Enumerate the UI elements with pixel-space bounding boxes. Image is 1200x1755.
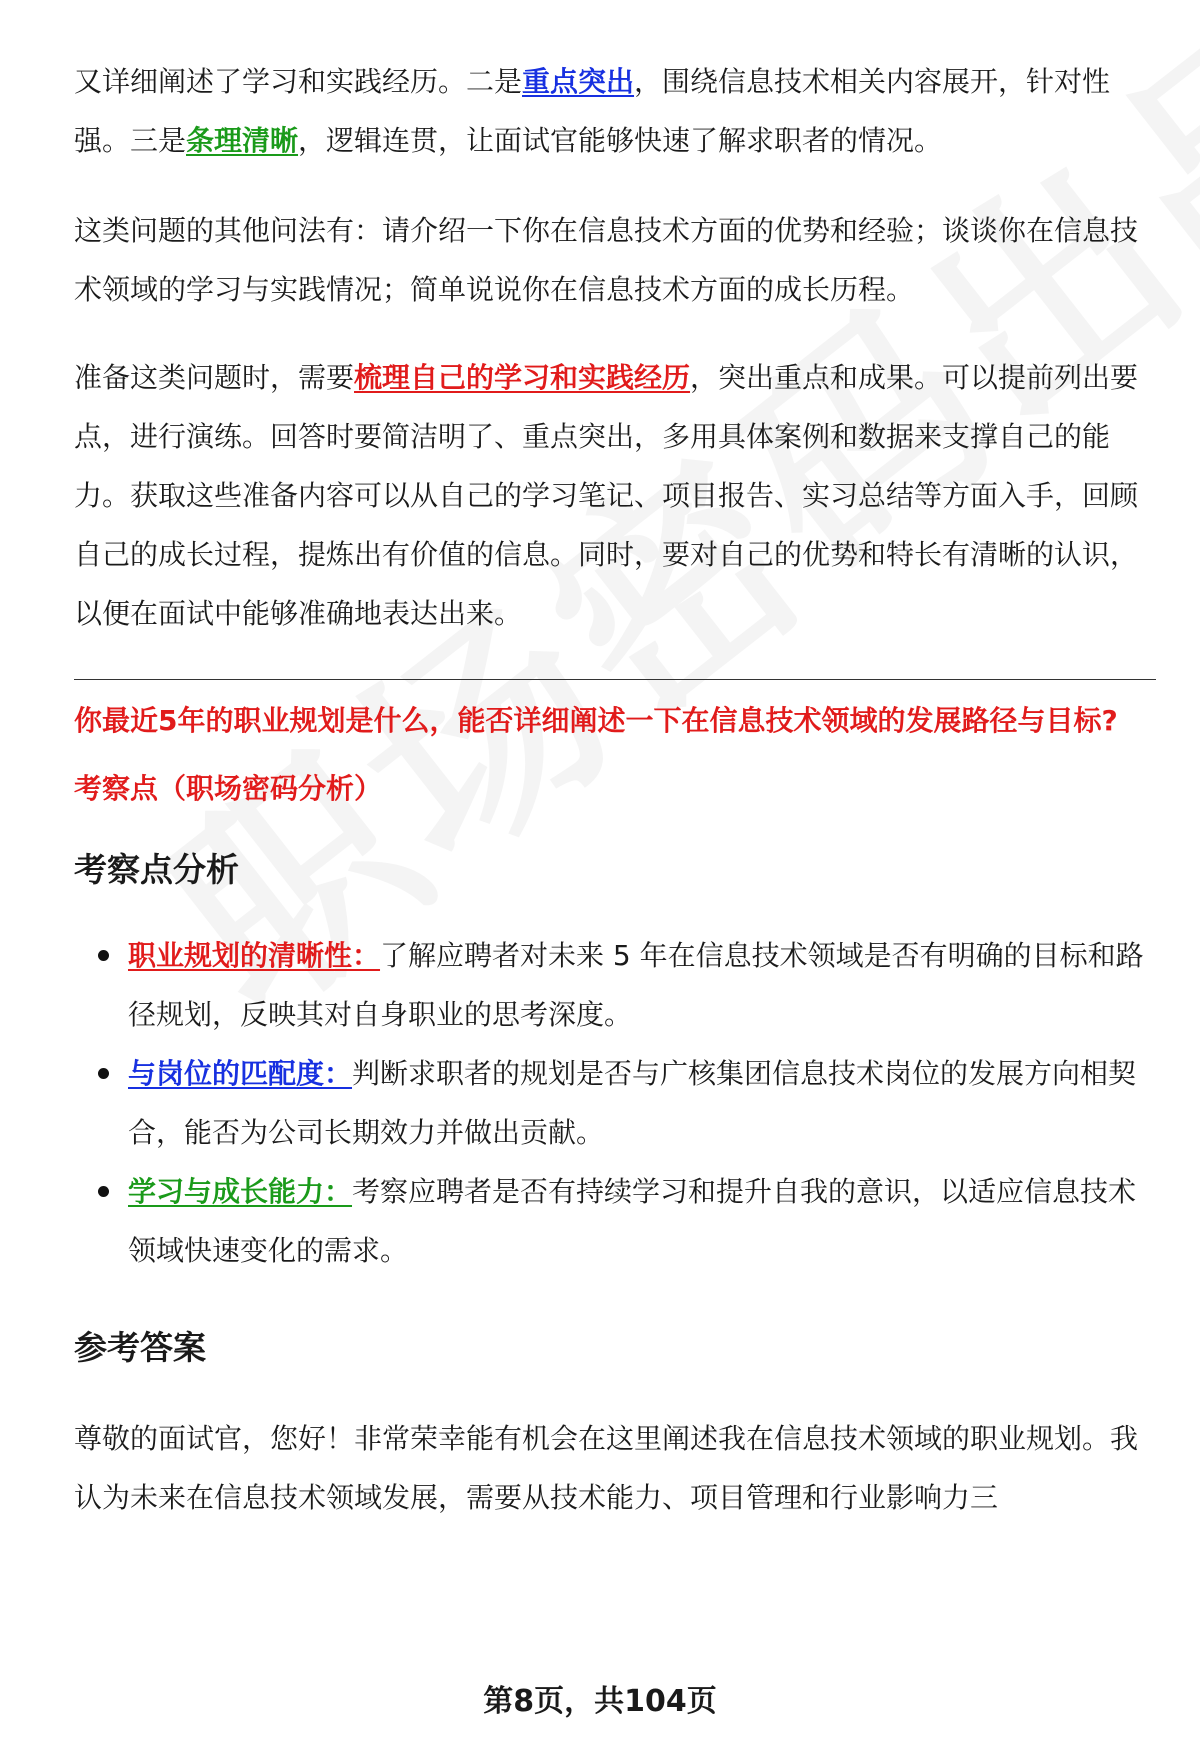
bullet-icon: [98, 950, 109, 961]
point-label-growth: 学习与成长能力：: [128, 1175, 353, 1208]
section-divider: [74, 679, 1156, 680]
intro-text-2: ，围绕信息技术相关内容展开，针对性强。三是: [74, 65, 1111, 157]
intro-text-1: 又详细阐述了学习和实践经历。二是: [74, 65, 523, 98]
point-text: 了解应聘者对未来 5 年在信息技术领域是否有明确的目标和路径规划，反映其对自身职业的思考深度。: [128, 939, 1144, 1031]
prep-text-1: 准备这类问题时，需要: [74, 361, 355, 394]
analysis-heading: 考察点分析: [74, 850, 239, 889]
point-text: 判断求职者的规划是否与广核集团信息技术岗位的发展方向相契合，能否为公司长期效力并做出贡献。: [128, 1057, 1137, 1149]
highlight-key-point: 重点突出: [522, 65, 635, 98]
answer-heading: 参考答案: [74, 1328, 206, 1367]
highlight-review-experience: 梳理自己的学习和实践经历: [354, 361, 691, 394]
prep-text-2: ，突出重点和成果。可以提前列出要点，进行演练。回答时要简洁明了、重点突出，多用具体案例和数据来支撑自己的能力。获取这些准备内容可以从自己的学习笔记、项目报告、实习总结等方面入手，回顾自己的成长过程，提炼出有价值的信息。同时，要对自己的优势和特长有清晰的认识，以便在面试中能够准确地表达出来。: [74, 361, 1139, 630]
list-item: [74, 1162, 1154, 1280]
analysis-points-list: [74, 926, 1154, 1280]
list-item: [74, 1044, 1154, 1162]
point-label-clarity: 职业规划的清晰性：: [128, 939, 381, 972]
intro-paragraph: [74, 52, 1154, 170]
point-label-match: 与岗位的匹配度：: [128, 1057, 353, 1090]
answer-paragraph: 尊敬的面试官，您好！非常荣幸能有机会在这里阐述我在信息技术领域的职业规划。我认为未来在信息技术领域发展，需要从技术能力、项目管理和行业影响力三: [74, 1422, 1139, 1514]
document-body: [74, 52, 1154, 1527]
intro-text-3: ，逻辑连贯，让面试官能够快速了解求职者的情况。: [298, 124, 943, 157]
highlight-clear-structure: 条理清晰: [186, 124, 299, 157]
list-item: [74, 926, 1154, 1044]
point-text: 考察应聘者是否有持续学习和提升自我的意识，以适应信息技术领域快速变化的需求。: [128, 1175, 1137, 1267]
page-footer: 第8页，共104页: [483, 1684, 717, 1719]
bullet-icon: [98, 1068, 109, 1079]
bullet-icon: [98, 1186, 109, 1197]
other-asks-paragraph: 这类问题的其他问法有：请介绍一下你在信息技术方面的优势和经验；谈谈你在信息技术领域的学习与实践情况；简单说说你在信息技术方面的成长历程。: [74, 214, 1139, 306]
kaocha-label: 考察点（职场密码分析）: [74, 772, 383, 805]
prep-paragraph: [74, 348, 1154, 643]
question-title: 你最近5年的职业规划是什么，能否详细阐述一下在信息技术领域的发展路径与目标?: [74, 704, 1118, 737]
